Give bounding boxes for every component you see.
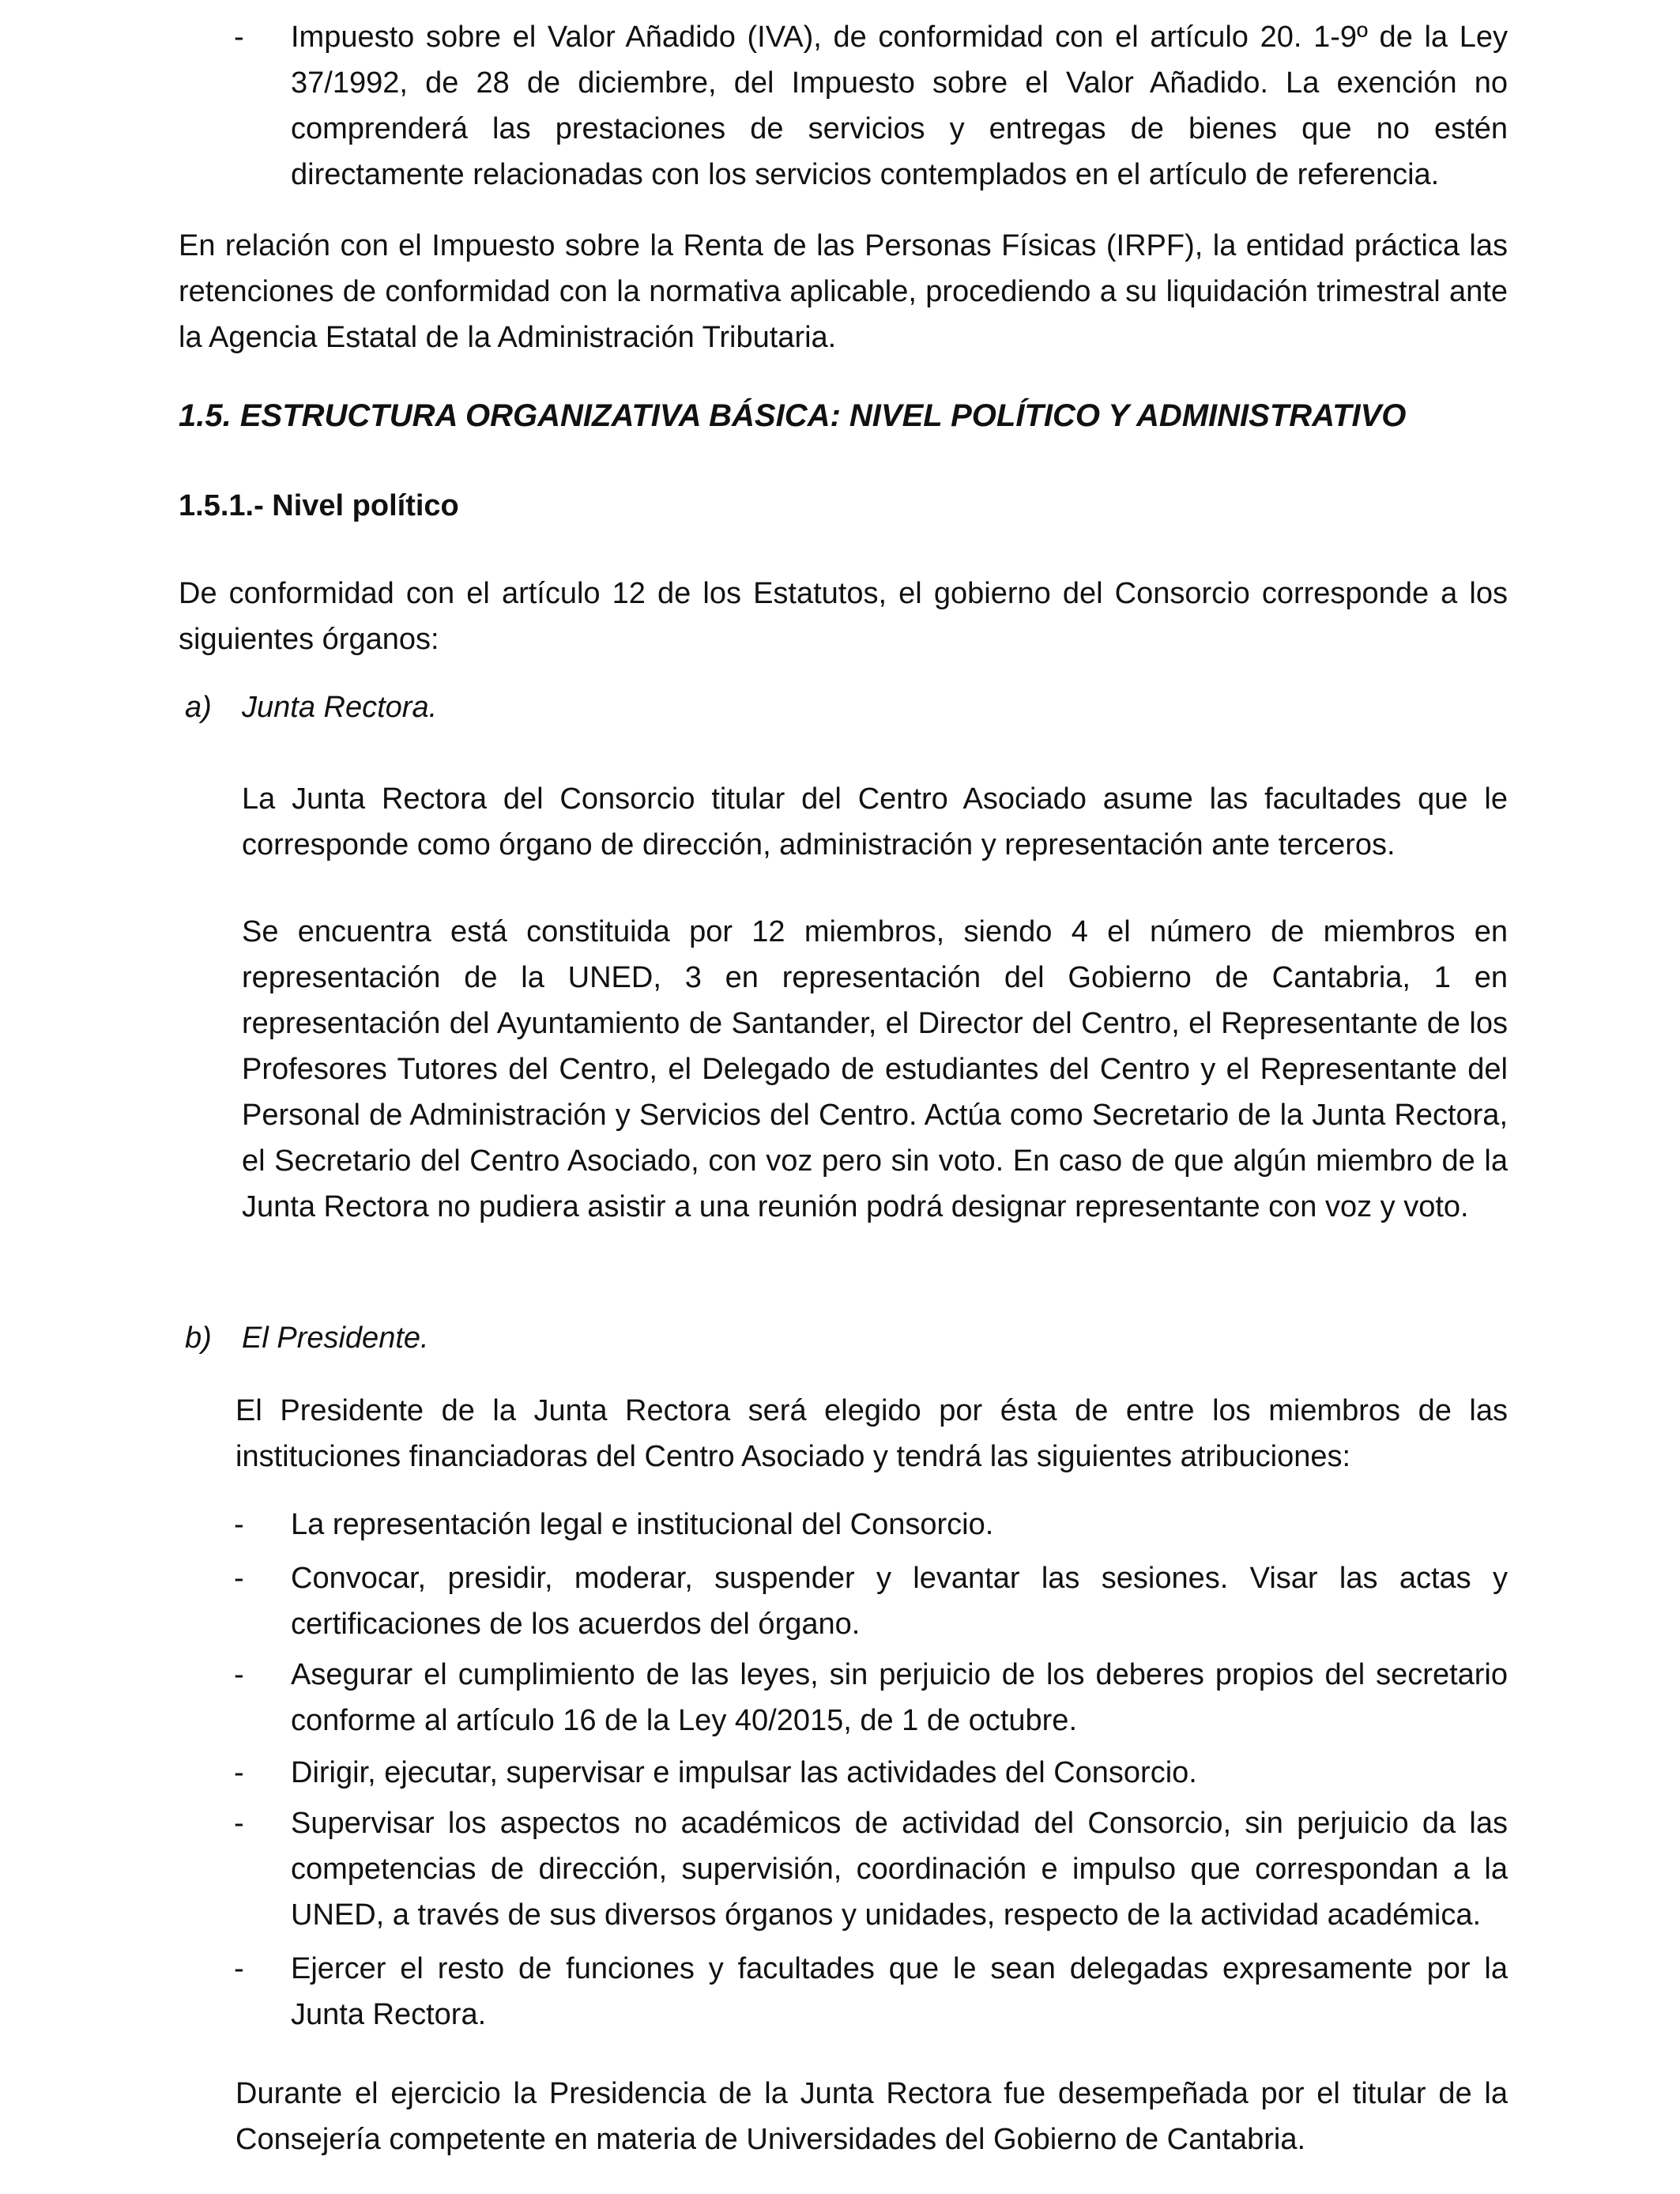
presidencia-paragraph: Durante el ejercicio la Presidencia de la Junta Rectora fue desempeñada por el titular de la Consejería competente en materia de Universidades del Gobierno de Cantabria. — [235, 2077, 1508, 2156]
bullet-dash: - — [234, 1658, 244, 1691]
junta-rectora-paragraph-2: Se encuentra está constituida por 12 miembros, siendo 4 el número de miembros en representación de la UNED, 3 en representación del Gobierno de Cantabria, 1 en representación del Ayuntamiento de Santander, el Director del Centro, el Representante de los Profesores Tutores del Centro, el Delegado de estudiantes del Centro y el Representante del Personal de Administración y Servicios del Centro. Actúa como Secretario de la Junta Rectora, el Secretario del Centro Asociado, con voz pero sin voto. En caso de que algún miembro de la Junta Rectora no pudiera asistir a una reunión podrá designar representante con voz y voto. — [242, 915, 1508, 1223]
presidente-list-item-4: Dirigir, ejecutar, supervisar e impulsar las actividades del Consorcio. — [291, 1756, 1197, 1789]
presidente-list-item-2: Convocar, presidir, moderar, suspender y levantar las sesiones. Visar las actas y certificaciones de los acuerdos del órgano. — [291, 1562, 1508, 1641]
presidente-paragraph: El Presidente de la Junta Rectora será elegido por ésta de entre los miembros de las instituciones financiadoras del Centro Asociado y tendrá las siguientes atribuciones: — [235, 1394, 1508, 1473]
presidente-heading: El Presidente. — [242, 1321, 429, 1355]
iva-list-item: Impuesto sobre el Valor Añadido (IVA), de conformidad con el artículo 20. 1-9º de la Ley 37/1992, de 28 de diciembre, del Impuesto sobre el Valor Añadido. La exención no comprenderá las prestaciones de servicios y entregas de bienes que no estén directamente relacionadas con los servicios contemplados en el artículo de referencia. — [291, 21, 1508, 191]
bullet-dash: - — [234, 21, 244, 54]
list-marker-b: b) — [185, 1321, 212, 1355]
bullet-dash: - — [234, 1508, 244, 1541]
subsection-heading: 1.5.1.- Nivel político — [179, 489, 459, 522]
bullet-dash: - — [234, 1807, 244, 1840]
presidente-list-item-1: La representación legal e institucional del Consorcio. — [291, 1508, 994, 1541]
bullet-dash: - — [234, 1952, 244, 1985]
bullet-dash: - — [234, 1756, 244, 1789]
presidente-list-item-3: Asegurar el cumplimiento de las leyes, sin perjuicio de los deberes propios del secretario conforme al artículo 16 de la Ley 40/2015, de 1 de octubre. — [291, 1658, 1508, 1737]
intro-paragraph: De conformidad con el artículo 12 de los Estatutos, el gobierno del Consorcio corresponde a los siguientes órganos: — [179, 577, 1508, 656]
junta-rectora-paragraph-1: La Junta Rectora del Consorcio titular del Centro Asociado asume las facultades que le corresponde como órgano de dirección, administración y representación ante terceros. — [242, 782, 1508, 861]
presidente-list-item-6: Ejercer el resto de funciones y facultades que le sean delegadas expresamente por la Junta Rectora. — [291, 1952, 1508, 2031]
list-marker-a: a) — [185, 691, 212, 724]
section-heading: 1.5. ESTRUCTURA ORGANIZATIVA BÁSICA: NIVEL POLÍTICO Y ADMINISTRATIVO — [179, 398, 1407, 433]
bullet-dash: - — [234, 1562, 244, 1595]
junta-rectora-heading: Junta Rectora. — [242, 691, 438, 724]
presidente-list-item-5: Supervisar los aspectos no académicos de actividad del Consorcio, sin perjuicio da las competencias de dirección, supervisión, coordinación e impulso que correspondan a la UNED, a través de sus diversos órganos y unidades, respecto de la actividad académica. — [291, 1807, 1508, 1932]
irpf-paragraph: En relación con el Impuesto sobre la Renta de las Personas Físicas (IRPF), la entidad práctica las retenciones de conformidad con la normativa aplicable, procediendo a su liquidación trimestral ante la Agencia Estatal de la Administración Tributaria. — [179, 229, 1508, 354]
